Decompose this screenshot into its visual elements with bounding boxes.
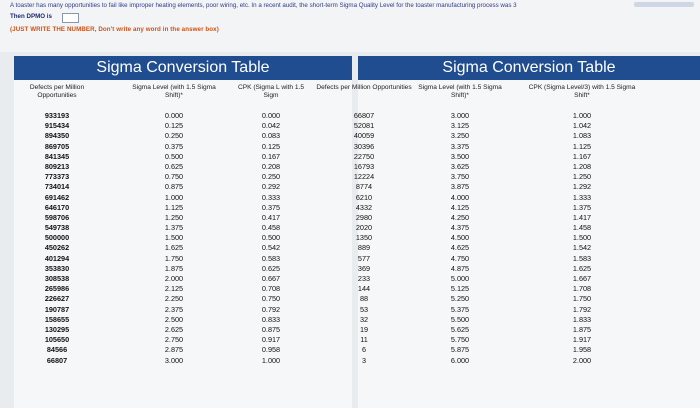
cpk-values [522, 111, 642, 366]
table-cell: 52081 [353, 121, 375, 131]
table-cell: 1.750 [164, 253, 184, 263]
table-cell: 0.708 [261, 284, 281, 294]
table-cell: 66807 [353, 111, 375, 120]
table-cell: 734014 [44, 182, 70, 192]
table-cell: 1.083 [572, 131, 592, 141]
table-cell: 1.292 [572, 182, 592, 192]
table-cell: 12224 [353, 172, 375, 182]
table-cell: 0.625 [261, 263, 281, 273]
table-cell: 2.500 [164, 314, 184, 324]
table-cell: 1.542 [572, 243, 592, 253]
table-cell: 6210 [355, 192, 373, 202]
table-cell: 0.833 [261, 314, 281, 324]
table-cell: 0.000 [164, 111, 184, 120]
table-cell: 1.833 [572, 314, 592, 324]
table-cell: 0.125 [261, 141, 281, 151]
table-cell: 4.125 [450, 202, 470, 212]
table-cell: 0.292 [261, 182, 281, 192]
table-cell: 4.875 [450, 263, 470, 273]
table-cell: 53 [359, 304, 369, 314]
table-cell: 5.250 [450, 294, 470, 304]
question-instruction: (JUST WRITE THE NUMBER, Don't write any word in the answer box) [10, 26, 219, 33]
table-cell: 2.000 [572, 355, 592, 365]
table-cell: 5.750 [450, 335, 470, 345]
table-cell: 4.750 [450, 253, 470, 263]
table-cell: 308538 [44, 274, 70, 283]
table-cell: 2.125 [164, 284, 184, 294]
table-cell: 19 [359, 324, 369, 334]
table-cell: 4.250 [450, 212, 470, 222]
table-cell: 1.875 [572, 324, 592, 334]
table-cell: 3.125 [450, 121, 470, 131]
table-cell: 0.083 [261, 131, 281, 141]
table-cell: 130295 [44, 324, 70, 334]
table-cell: 3.500 [450, 151, 470, 161]
column-header-cpk: CPK (Sigma L with 1.5 Sigm [237, 84, 305, 99]
table-cell: 0.458 [261, 223, 281, 233]
table-cell: 0.750 [261, 294, 281, 304]
table-cell: 265986 [44, 284, 70, 294]
table-cell: 0.917 [261, 335, 281, 345]
table-cell: 1.458 [572, 223, 592, 233]
table-cell: 233 [357, 274, 371, 283]
table-cell: 88 [359, 294, 369, 304]
table-cell: 1350 [355, 233, 373, 243]
table-cell: 4.625 [450, 243, 470, 253]
table-cell: 22750 [353, 151, 375, 161]
table-cell: 646170 [44, 202, 70, 212]
dpmo-values [22, 111, 92, 366]
table-cell: 2980 [355, 212, 373, 222]
table-cell: 2.625 [164, 324, 184, 334]
table-cell: 1.500 [164, 233, 184, 243]
table-cell: 0.667 [261, 274, 281, 283]
table-cell: 0.125 [164, 121, 184, 131]
table-cell: 5.375 [450, 304, 470, 314]
table-cell: 577 [357, 253, 371, 263]
table-cell: 2.750 [164, 335, 184, 345]
table-cell: 0.042 [261, 121, 281, 131]
table-cell: 0.333 [261, 192, 281, 202]
table-cell: 1.250 [572, 172, 592, 182]
table-cell: 5.500 [450, 314, 470, 324]
sigma-values [124, 111, 224, 366]
table-cell: 0.875 [164, 182, 184, 192]
table-cell: 0.500 [261, 233, 281, 243]
table-cell: 0.958 [261, 345, 281, 355]
table-cell: 0.375 [261, 202, 281, 212]
table-cell: 6 [361, 345, 367, 355]
table-cell: 1.958 [572, 345, 592, 355]
table-cell: 4.375 [450, 223, 470, 233]
table-cell: 841345 [44, 151, 70, 161]
table-cell: 915434 [44, 121, 70, 131]
table-cell: 3 [361, 355, 367, 365]
table-title: Sigma Conversion Table [358, 56, 700, 80]
table-cell: 5.875 [450, 345, 470, 355]
table-cell: 5.625 [450, 324, 470, 334]
table-cell: 773373 [44, 172, 70, 182]
column-header-dpmo: Defects per Million Opportunities [29, 84, 85, 99]
dpmo-values [314, 111, 414, 366]
toolbar-strip [634, 2, 694, 7]
question-prompt: Then DPMO is [10, 13, 52, 20]
table-cell: 3.875 [450, 182, 470, 192]
table-cell: 158655 [44, 314, 70, 324]
table-cell: 40059 [353, 131, 375, 141]
table-cell: 0.542 [261, 243, 281, 253]
column-header-cpk: CPK (Sigma Level/3) with 1.5 Sigma Shift* [528, 84, 636, 99]
table-cell: 190787 [44, 304, 70, 314]
table-cell: 1.375 [572, 202, 592, 212]
column-header-sigma: Sigma Level (with 1.5 Sigma Shift)* [132, 84, 216, 99]
table-cell: 5.000 [450, 274, 470, 283]
table-cell: 3.000 [450, 111, 470, 120]
table-cell: 16793 [353, 161, 375, 171]
table-cell: 11 [360, 335, 368, 345]
table-cell: 3.000 [164, 355, 184, 365]
table-cell: 1.417 [572, 212, 592, 222]
table-cell: 549738 [44, 223, 70, 233]
table-cell: 32 [359, 314, 369, 324]
table-cell: 0.000 [261, 111, 281, 120]
table-cell: 3.625 [450, 161, 470, 171]
table-cell: 894350 [44, 131, 70, 141]
table-cell: 2020 [355, 223, 373, 233]
table-cell: 5.125 [450, 284, 470, 294]
table-cell: 2.375 [164, 304, 184, 314]
table-cell: 226627 [44, 294, 70, 304]
table-cell: 0.375 [164, 141, 184, 151]
table-cell: 3.375 [450, 141, 470, 151]
table-cell: 4332 [355, 202, 373, 212]
table-cell: 0.792 [261, 304, 281, 314]
sigma-table-right [316, 56, 700, 408]
table-cell: 1.000 [572, 111, 592, 120]
table-cell: 1.333 [572, 192, 592, 202]
table-cell: 0.250 [164, 131, 184, 141]
table-cell: 0.875 [261, 324, 281, 334]
table-cell: 1.792 [572, 304, 592, 314]
table-cell: 1.667 [572, 274, 592, 283]
table-cell: 1.625 [572, 263, 592, 273]
table-cell: 1.875 [164, 263, 184, 273]
table-cell: 500000 [44, 233, 70, 243]
table-cell: 144 [357, 284, 371, 294]
table-cell: 1.000 [164, 192, 184, 202]
table-cell: 1.167 [572, 151, 592, 161]
table-cell: 105650 [44, 335, 70, 345]
table-cell: 2.875 [164, 345, 184, 355]
table-cell: 0.417 [261, 212, 281, 222]
table-cell: 1.708 [572, 284, 592, 294]
question-text: A toaster has many opportunities to fail like improper heating elements, poor wiring, etc. In a recent audit, the short-term Sigma Quality Level for the toaster manufacturing process was 3 [10, 2, 517, 9]
table-cell: 2.000 [164, 274, 184, 283]
column-header-sigma: Sigma Level (with 1.5 Sigma Shift)* [418, 84, 502, 99]
table-cell: 0.167 [261, 151, 281, 161]
table-cell: 3.750 [450, 172, 470, 182]
table-cell: 1.125 [572, 141, 592, 151]
table-cell: 0.583 [261, 253, 281, 263]
table-cell: 809213 [44, 161, 70, 171]
table-cell: 450262 [44, 243, 70, 253]
table-cell: 84566 [46, 345, 68, 355]
table-cell: 369 [357, 263, 371, 273]
table-cell: 1.208 [572, 161, 592, 171]
table-cell: 1.125 [164, 202, 184, 212]
sigma-values [410, 111, 510, 366]
table-cell: 66807 [46, 355, 68, 365]
table-cell: 0.625 [164, 161, 184, 171]
table-cell: 8774 [355, 182, 373, 192]
table-title: Sigma Conversion Table [14, 56, 352, 80]
question-panel [0, 0, 700, 52]
table-cell: 3.250 [450, 131, 470, 141]
table-cell: 933193 [44, 111, 70, 120]
table-cell: 1.250 [164, 212, 184, 222]
cpk-values [236, 111, 306, 366]
table-cell: 1.583 [572, 253, 592, 263]
table-cell: 598706 [44, 212, 70, 222]
table-cell: 0.250 [261, 172, 281, 182]
table-cell: 2.250 [164, 294, 184, 304]
table-cell: 1.375 [164, 223, 184, 233]
table-cell: 6.000 [450, 355, 470, 365]
table-cell: 691462 [44, 192, 70, 202]
table-cell: 0.750 [164, 172, 184, 182]
table-cell: 1.750 [572, 294, 592, 304]
table-cell: 1.000 [261, 355, 281, 365]
sigma-table-left [14, 56, 352, 408]
table-cell: 4.000 [450, 192, 470, 202]
table-cell: 1.042 [572, 121, 592, 131]
table-cell: 30396 [353, 141, 375, 151]
table-cell: 4.500 [450, 233, 470, 243]
table-cell: 1.917 [572, 335, 592, 345]
table-cell: 1.625 [164, 243, 184, 253]
table-cell: 0.208 [261, 161, 281, 171]
table-cell: 889 [357, 243, 371, 253]
table-cell: 353830 [44, 263, 70, 273]
table-cell: 401294 [44, 253, 70, 263]
answer-input[interactable] [62, 13, 79, 23]
table-cell: 0.500 [164, 151, 184, 161]
column-header-dpmo: Defects per Million Opportunities [316, 84, 412, 91]
table-cell: 869705 [44, 141, 70, 151]
table-cell: 1.500 [572, 233, 592, 243]
